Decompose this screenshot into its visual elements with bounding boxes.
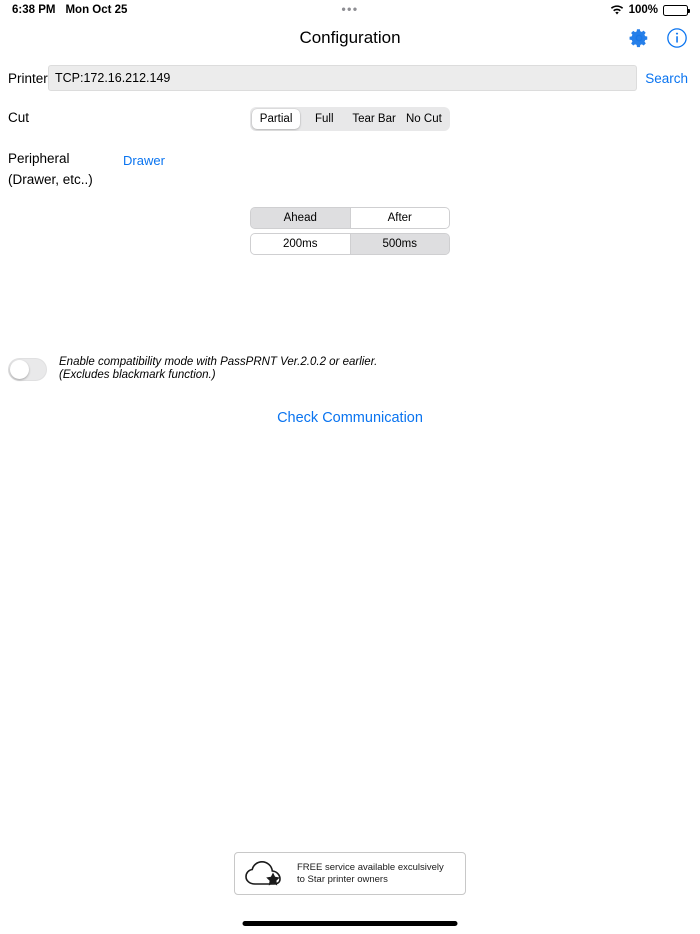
drawer-pulse-200ms[interactable]: 200ms bbox=[251, 234, 351, 254]
cut-label: Cut bbox=[8, 110, 30, 125]
info-icon[interactable] bbox=[666, 27, 688, 49]
toggle-knob bbox=[10, 360, 29, 379]
drawer-position-ahead[interactable]: Ahead bbox=[251, 208, 351, 228]
wifi-icon bbox=[610, 5, 624, 16]
home-indicator[interactable] bbox=[243, 921, 458, 926]
cut-option-tear-bar[interactable]: Tear Bar bbox=[352, 113, 396, 125]
compatibility-mode-description bbox=[59, 356, 377, 382]
cut-row bbox=[0, 107, 700, 131]
status-bar-left bbox=[12, 4, 127, 16]
gear-icon[interactable] bbox=[628, 27, 650, 49]
peripheral-sub-label: (Drawer, etc..) bbox=[8, 172, 93, 187]
navigation-bar bbox=[0, 20, 700, 56]
compatibility-mode-toggle[interactable] bbox=[8, 358, 47, 381]
cloud-star-icon bbox=[243, 858, 289, 890]
check-communication-button[interactable]: Check Communication bbox=[277, 410, 423, 426]
status-bar-right bbox=[610, 4, 688, 16]
battery-percent: 100% bbox=[628, 4, 658, 16]
promo-banner-line1: FREE service available exculsively bbox=[297, 861, 444, 873]
drawer-button[interactable]: Drawer bbox=[123, 153, 165, 168]
printer-row bbox=[0, 64, 700, 92]
compatibility-mode-line2: (Excludes blackmark function.) bbox=[59, 369, 216, 381]
promo-banner-line2: to Star printer owners bbox=[297, 873, 388, 885]
nav-actions bbox=[628, 27, 688, 49]
cut-option-no-cut[interactable]: No Cut bbox=[406, 113, 442, 125]
compatibility-mode-row bbox=[8, 356, 377, 382]
drawer-pulse-segmented-control[interactable] bbox=[250, 233, 450, 255]
battery-icon bbox=[663, 5, 688, 16]
printer-label: Printer bbox=[8, 70, 48, 86]
status-dots: ••• bbox=[341, 2, 359, 16]
cut-option-full[interactable]: Full bbox=[314, 113, 334, 125]
status-time: 6:38 PM bbox=[12, 4, 56, 16]
cut-segmented-control[interactable] bbox=[250, 107, 450, 131]
promo-banner[interactable] bbox=[234, 852, 466, 895]
cut-option-partial[interactable]: Partial bbox=[252, 109, 300, 129]
drawer-position-after[interactable]: After bbox=[351, 208, 450, 228]
drawer-position-segmented-control[interactable] bbox=[250, 207, 450, 229]
page-title: Configuration bbox=[299, 28, 401, 47]
compatibility-mode-line1: Enable compatibility mode with PassPRNT Ver.2.0.2 or earlier. bbox=[59, 356, 378, 368]
status-date: Mon Oct 25 bbox=[65, 4, 128, 16]
printer-input[interactable]: TCP:172.16.212.149 bbox=[48, 65, 637, 91]
drawer-pulse-500ms[interactable]: 500ms bbox=[351, 234, 450, 254]
promo-banner-text bbox=[297, 862, 444, 886]
search-button[interactable]: Search bbox=[645, 70, 688, 86]
status-bar bbox=[0, 0, 700, 20]
peripheral-label: Peripheral bbox=[8, 151, 70, 166]
